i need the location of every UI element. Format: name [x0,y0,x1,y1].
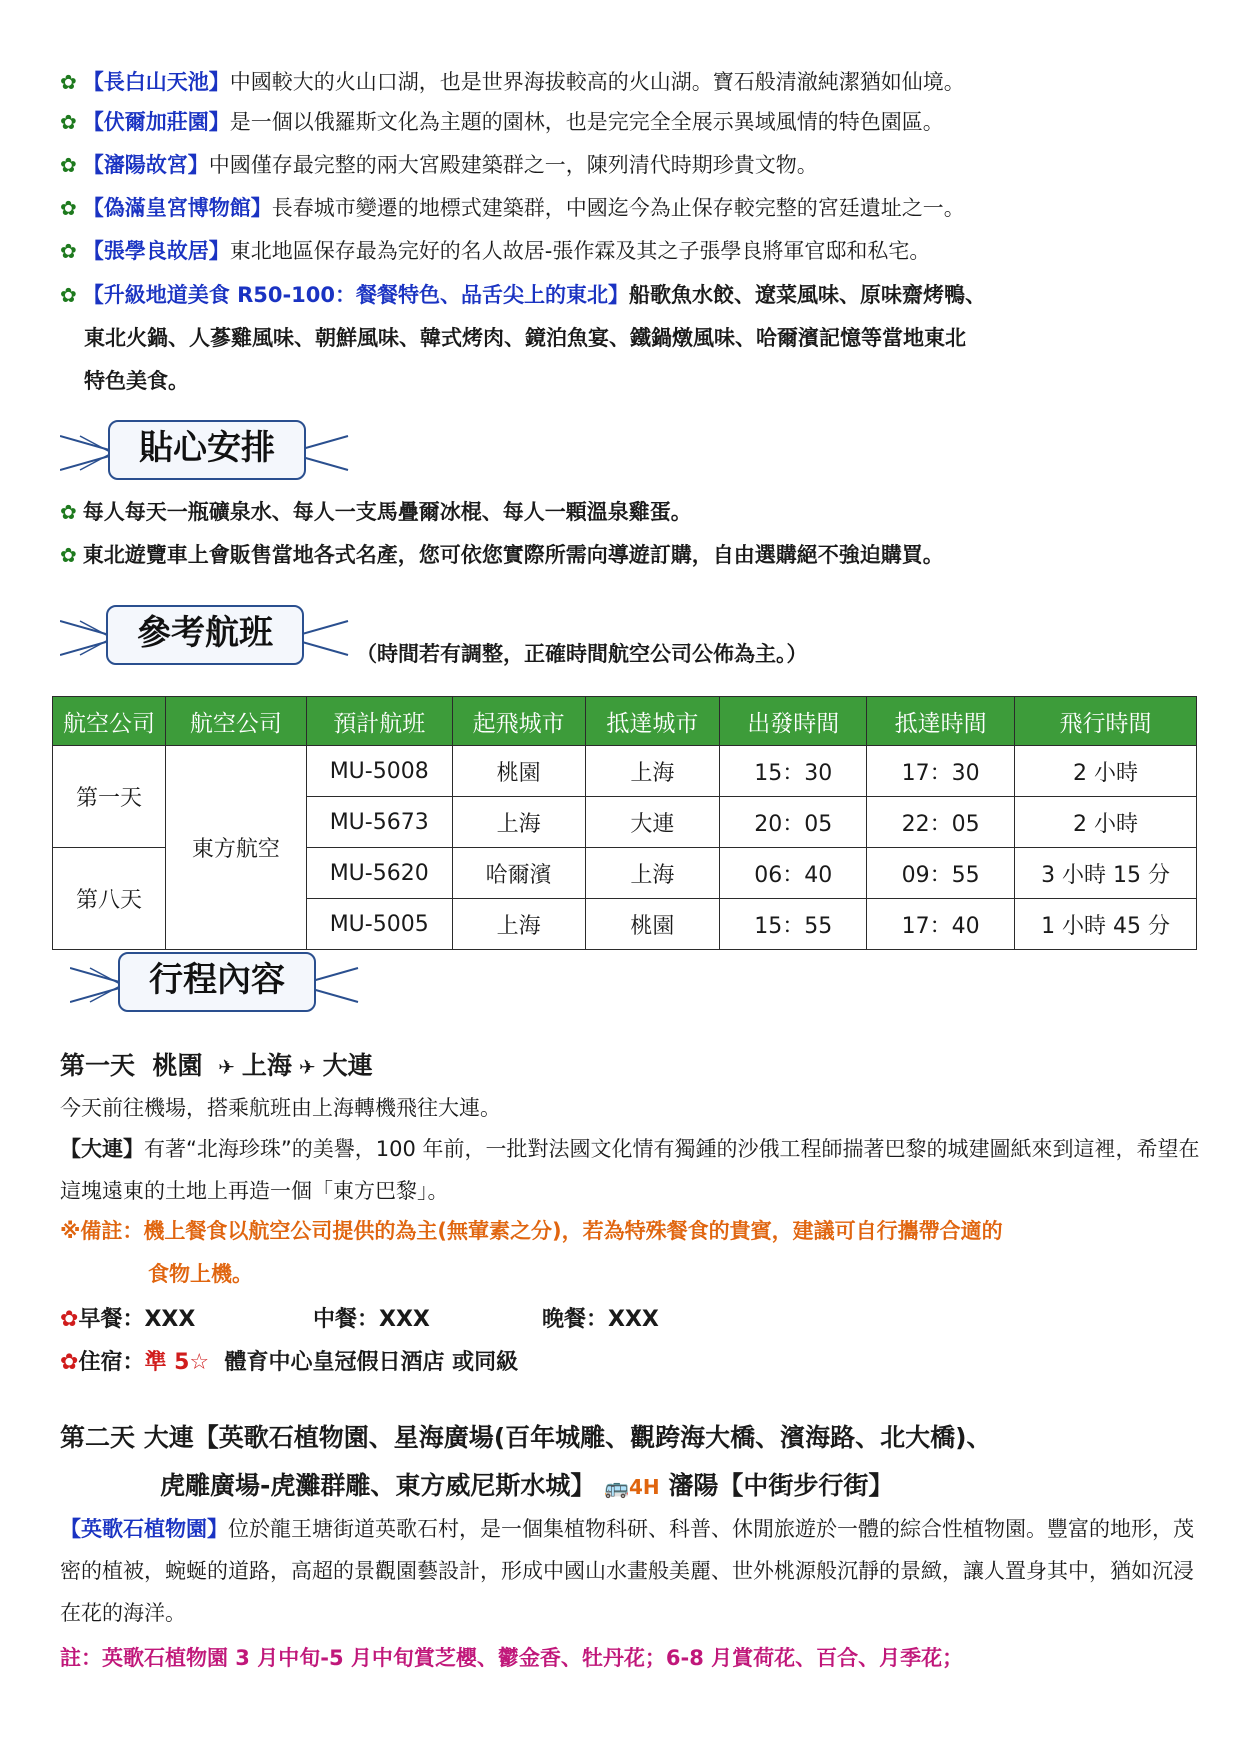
meal-note: ※備註：機上餐食以航空公司提供的為主(無葷素之分)，若為特殊餐食的貴賓，建議可自行攜帶合適的 [60,1219,1003,1243]
highlight-desc: 長春城市變遷的地標式建築群，中國迄今為止保存較完整的宮廷遺址之一。 [271,196,965,220]
highlight-item [60,236,930,266]
flight-table [52,696,1197,950]
column-header: 航空公司 [165,697,306,746]
section-title-flights: 參考航班 [106,605,304,665]
plane-icon: ✈ [211,1055,242,1079]
departure-time: 20：05 [720,797,867,848]
column-header: 航空公司 [53,697,166,746]
lunch: 中餐：XXX [313,1307,430,1332]
highlight-name: 【張學良故居】 [82,239,230,263]
breakfast: 早餐：XXX [78,1307,196,1332]
food-list: 東北火鍋、人蔘雞風味、朝鮮風味、韓式烤肉、鏡泊魚宴、鐵鍋燉風味、哈爾濱記憶等當地東北 [84,326,966,350]
highlight-item [60,67,965,97]
section-title-itinerary: 行程內容 [118,952,316,1012]
clover-icon: ✿ [60,196,77,220]
departure-time: 06：40 [720,848,867,899]
highlight-desc: 是一個以俄羅斯文化為主題的園林，也是完完全全展示異域風情的特色園區。 [229,110,944,134]
table-row [53,746,1197,797]
from-city: 上海 [452,899,585,950]
meal-note: 食物上機。 [148,1262,253,1286]
flight-number: MU-5620 [306,848,452,899]
meals-row [60,1302,195,1333]
to-city: 大連 [585,797,720,848]
food-name: 【升級地道美食 R50-100：餐餐特色、品舌尖上的東北】 [82,283,630,307]
highlight-item [60,150,818,180]
duration: 2 小時 [1015,746,1197,797]
highlight-item [60,193,965,223]
day1-intro: 今天前往機場，搭乘航班由上海轉機飛往大連。 [60,1096,501,1120]
park-note: 註：英歌石植物園 3 月中旬-5 月中旬賞芝櫻、鬱金香、牡丹花；6-8 月賞荷花、百合、月季花； [60,1646,964,1670]
from-city: 哈爾濱 [452,848,585,899]
highlight-name: 【長白山天池】 [82,70,230,94]
care-text: 東北遊覽車上會販售當地各式名產，您可依您實際所需向導遊訂購，自由選購絕不強迫購買。 [82,543,944,567]
highlight-desc: 東北地區保存最為完好的名人故居-張作霖及其之子張學良將軍官邸和私宅。 [229,239,931,263]
title-part: 瀋陽【中街步行街】 [668,1471,894,1500]
dalian-paragraph [60,1128,1200,1212]
clover-icon: ✿ [60,239,77,263]
to-city: 上海 [585,848,720,899]
duration: 2 小時 [1015,797,1197,848]
dinner: 晚餐：XXX [542,1307,659,1332]
hotel-label: 住宿： [78,1350,145,1375]
care-item [60,497,692,527]
airline-cell: 東方航空 [165,746,306,950]
flight-number: MU-5673 [306,797,452,848]
food-list: 船歌魚水餃、遼菜風味、原味齋烤鴨、 [629,283,987,307]
column-header: 預計航班 [306,697,452,746]
arrival-time: 17：30 [867,746,1015,797]
clover-icon: ✿ [60,153,77,177]
city: 大連 [322,1051,373,1080]
flower-icon: ✿ [60,1350,79,1375]
departure-time: 15：30 [720,746,867,797]
from-city: 上海 [452,797,585,848]
title-part: 虎雕廣場-虎灘群雕、東方威尼斯水城】 [160,1471,596,1500]
clover-icon: ✿ [60,110,77,134]
day2-title: 第二天 大連【英歌石植物園、星海廣場(百年城雕、觀跨海大橋、濱海路、北大橋)、 [60,1423,992,1452]
flight-number: MU-5008 [306,746,452,797]
place-desc: 有著“北海珍珠”的美譽，100 年前，一批對法國文化情有獨鍾的沙俄工程師揣著巴黎的城建圖紙來到這裡，希望在這塊遠東的土地上再造一個「東方巴黎」。 [60,1137,1200,1203]
flight-number: MU-5005 [306,899,452,950]
arrival-time: 22：05 [867,797,1015,848]
bus-time: 4H [629,1475,660,1499]
day-label: 第一天 [60,1051,136,1080]
column-header: 飛行時間 [1015,697,1197,746]
place-name: 【英歌石植物園】 [60,1517,228,1541]
highlight-name: 【瀋陽故宮】 [82,153,209,177]
flight-note: （時間若有調整，正確時間航空公司公佈為主。） [356,642,808,666]
day1-title [60,1046,373,1082]
arrival-time: 17：40 [867,899,1015,950]
bus-icon: 🚌 [604,1475,630,1499]
flower-icon: ✿ [60,1307,79,1332]
highlight-name: 【偽滿皇宮博物館】 [82,196,272,220]
departure-time: 15：55 [720,899,867,950]
column-header: 出發時間 [720,697,867,746]
day2-title-line2 [160,1466,893,1502]
hotel-row [60,1345,518,1376]
hotel-name: 體育中心皇冠假日酒店 或同級 [224,1350,519,1375]
place-desc: 位於龍王塘街道英歌石村，是一個集植物科研、科普、休閒旅遊於一體的綜合性植物園。豐富的地形，茂密的植被，蜿蜒的道路，高超的景觀園藝設計，形成中國山水畫般美麗、世外桃源般沉靜的景緻，讓人置身其中，猶如沉浸在花的海洋。 [60,1517,1194,1625]
clover-icon: ✿ [60,283,77,307]
park-paragraph [60,1508,1200,1634]
highlight-item [60,107,944,137]
column-header: 抵達時間 [867,697,1015,746]
to-city: 桃園 [585,899,720,950]
to-city: 上海 [585,746,720,797]
highlight-name: 【伏爾加莊園】 [82,110,230,134]
table-header-row [53,697,1197,746]
day-cell: 第一天 [53,746,166,848]
day-cell: 第八天 [53,848,166,950]
clover-icon: ✿ [60,70,77,94]
hotel-grade: 準 5☆ [144,1350,210,1375]
plane-icon: ✈ [291,1055,323,1079]
food-item [60,280,986,310]
highlight-desc: 中國僅存最完整的兩大宮殿建築群之一，陳列清代時期珍貴文物。 [208,153,818,177]
column-header: 起飛城市 [452,697,585,746]
clover-icon: ✿ [60,543,77,567]
clover-icon: ✿ [60,500,77,524]
duration: 3 小時 15 分 [1015,848,1197,899]
care-text: 每人每天一瓶礦泉水、每人一支馬疊爾冰棍、每人一顆溫泉雞蛋。 [82,500,692,524]
highlight-desc: 中國較大的火山口湖，也是世界海拔較高的火山湖。寶石般清澈純潔猶如仙境。 [229,70,965,94]
column-header: 抵達城市 [585,697,720,746]
duration: 1 小時 45 分 [1015,899,1197,950]
city: 上海 [241,1051,292,1080]
care-item [60,540,944,570]
place-name: 【大連】 [60,1137,144,1161]
city: 桃園 [152,1051,203,1080]
arrival-time: 09：55 [867,848,1015,899]
from-city: 桃園 [452,746,585,797]
section-title-care: 貼心安排 [108,420,306,480]
food-list: 特色美食。 [84,369,189,393]
